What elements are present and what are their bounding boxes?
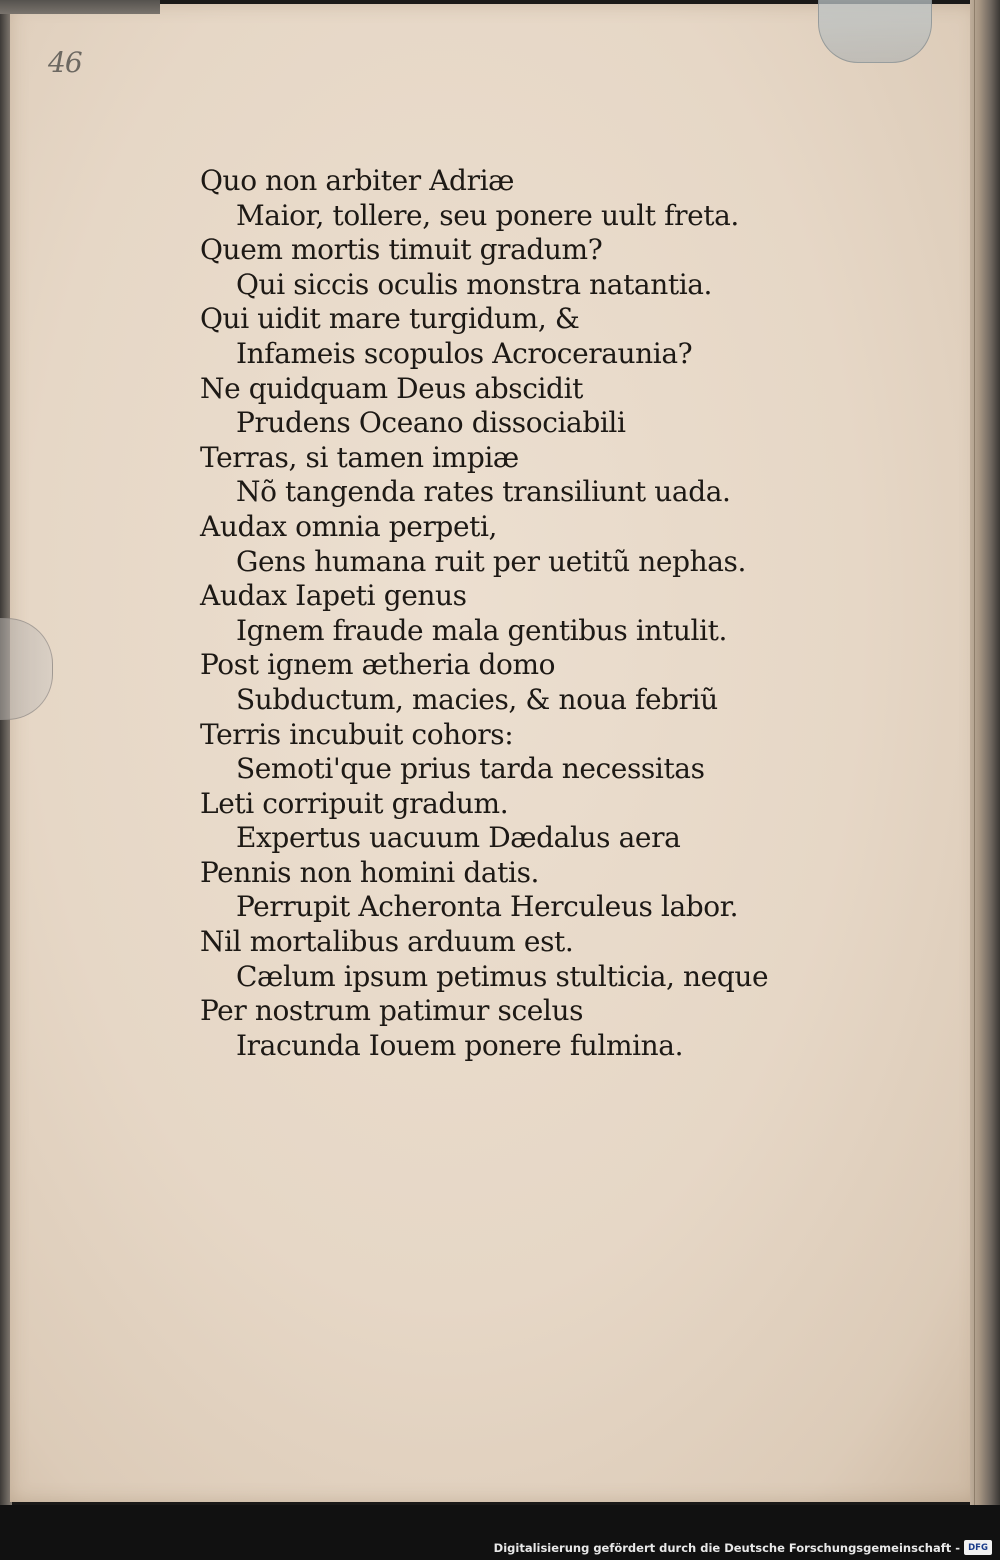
verse-line: Leti corripuit gradum.: [200, 786, 509, 820]
verse-line: Nil mortalibus arduum est.: [200, 925, 574, 959]
verse-line: Expertus uacuum Dædalus aera: [236, 821, 681, 855]
verse-line: Audax Iapeti genus: [200, 579, 467, 613]
verse-line: Quem mortis timuit gradum?: [200, 233, 603, 267]
verse-line: Pennis non homini datis.: [200, 855, 540, 889]
page-edge-right: [970, 0, 1000, 1505]
verse-line: Semoti'que prius tarda necessitas: [236, 752, 705, 786]
verse-line: Qui uidit mare turgidum, &: [200, 302, 580, 336]
dfg-logo: DFG: [964, 1540, 992, 1555]
verse-line: Perrupit Acheronta Herculeus labor.: [236, 890, 739, 924]
verse-line: Cælum ipsum petimus stulticia, neque: [236, 959, 769, 993]
verse-line: Qui siccis oculis monstra natantia.: [236, 267, 713, 301]
verse-line: Gens humana ruit per uetitũ nephas.: [236, 544, 747, 578]
book-page: [10, 4, 978, 1502]
verse-block: [200, 164, 820, 1063]
verse-line: Prudens Oceano dissociabili: [236, 406, 626, 440]
verse-line: Nõ tangenda rates transiliunt uada.: [236, 475, 731, 509]
cover-board-top: [0, 0, 160, 14]
verse-line: Quo non arbiter Adriæ: [200, 164, 515, 197]
verse-line: Ignem fraude mala gentibus intulit.: [236, 613, 727, 647]
verse-line: Terris incubuit cohors:: [200, 717, 514, 751]
verse-line: Terras, si tamen impiæ: [200, 440, 519, 474]
footer-bar: [0, 1505, 1000, 1560]
folio-number: 46: [48, 46, 82, 79]
verse-line: Iracunda Iouem ponere fulmina.: [236, 1028, 684, 1062]
verse-line: Infameis scopulos Acroceraunia?: [236, 336, 693, 370]
clip-tab-top: [818, 0, 932, 63]
verse-line: Post ignem ætheria domo: [200, 648, 556, 682]
verse-line: Ne quidquam Deus abscidit: [200, 371, 583, 405]
funding-credit: Digitalisierung gefördert durch die Deutsche Forschungsgemeinschaft -: [493, 1541, 960, 1555]
verse-line: Audax omnia perpeti,: [200, 509, 498, 543]
verse-line: Per nostrum patimur scelus: [200, 994, 584, 1028]
verse-line: Maior, tollere, seu ponere uult freta.: [236, 198, 739, 232]
verse-line: Subductum, macies, & noua febriũ: [236, 682, 718, 716]
